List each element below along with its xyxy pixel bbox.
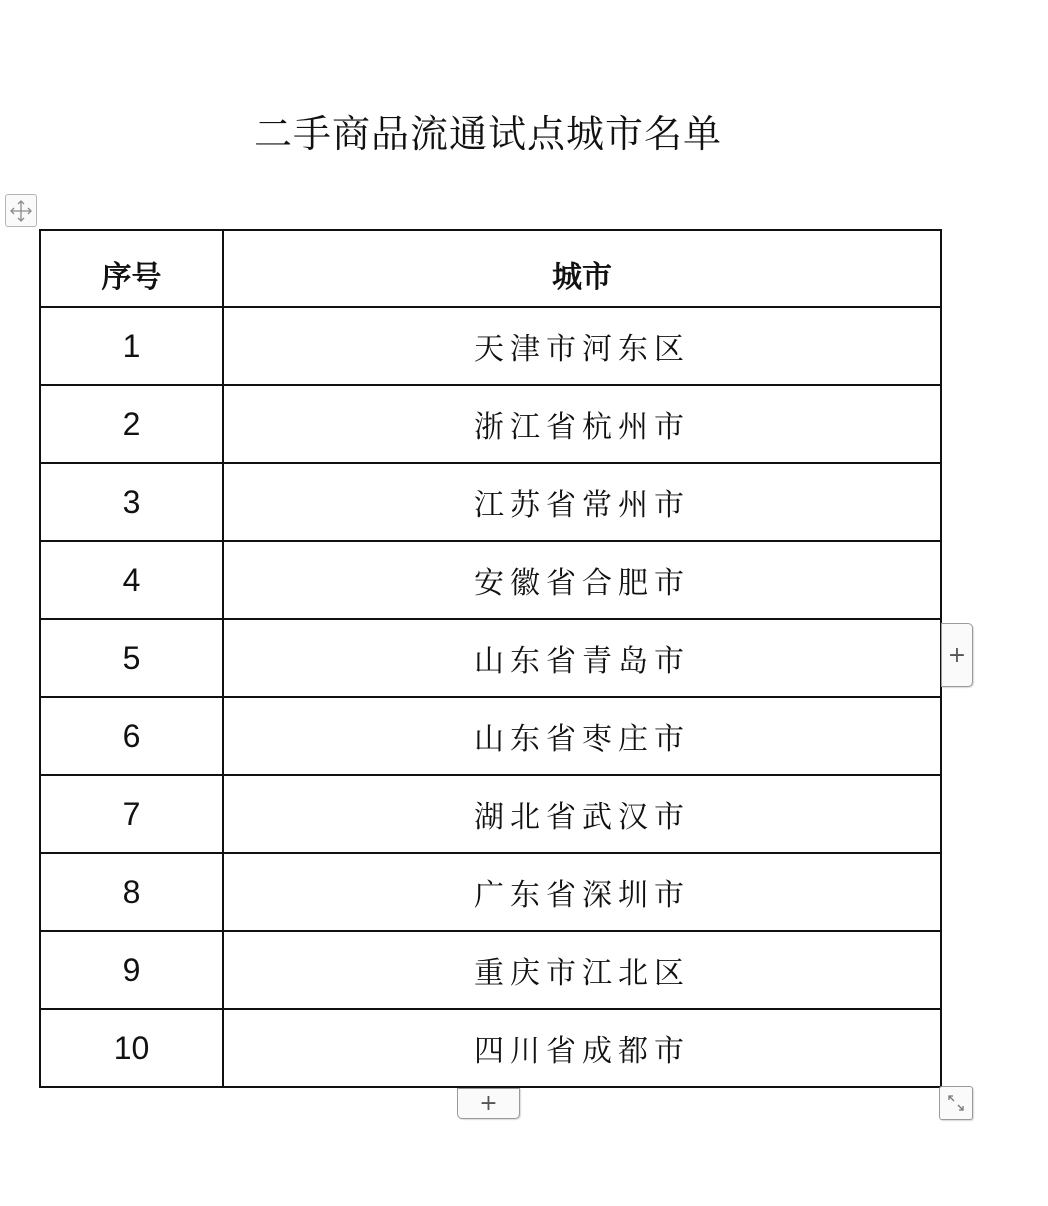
city-name-cell[interactable]: 山东省枣庄市 (223, 697, 941, 775)
table-row (40, 463, 941, 541)
header-number: 序号 (40, 230, 223, 307)
table-row (40, 775, 941, 853)
city-name-cell[interactable]: 广东省深圳市 (223, 853, 941, 931)
city-name-cell[interactable]: 安徽省合肥市 (223, 541, 941, 619)
table-row (40, 619, 941, 697)
table-row (40, 1009, 941, 1087)
header-city: 城市 (223, 230, 941, 307)
row-number-cell[interactable]: 10 (40, 1009, 223, 1087)
table-row (40, 853, 941, 931)
table-resize-handle[interactable] (939, 1086, 973, 1120)
row-number-cell[interactable]: 3 (40, 463, 223, 541)
city-name-cell[interactable]: 湖北省武汉市 (223, 775, 941, 853)
row-number-cell[interactable]: 1 (40, 307, 223, 385)
city-name-cell[interactable]: 浙江省杭州市 (223, 385, 941, 463)
city-table (39, 229, 942, 1088)
row-number-cell[interactable]: 2 (40, 385, 223, 463)
row-number-cell[interactable]: 8 (40, 853, 223, 931)
table-move-handle[interactable] (5, 194, 37, 227)
table-row (40, 931, 941, 1009)
city-name-cell[interactable]: 四川省成都市 (223, 1009, 941, 1087)
table-row (40, 697, 941, 775)
city-name-cell[interactable]: 江苏省常州市 (223, 463, 941, 541)
row-number-cell[interactable]: 7 (40, 775, 223, 853)
move-arrows-icon (8, 198, 34, 224)
city-name-cell[interactable]: 重庆市江北区 (223, 931, 941, 1009)
city-name-cell[interactable]: 山东省青岛市 (223, 619, 941, 697)
table-row (40, 385, 941, 463)
add-column-button[interactable]: + (941, 623, 973, 687)
table-row (40, 307, 941, 385)
add-row-button[interactable]: + (457, 1088, 520, 1119)
document-title: 二手商品流通试点城市名单 (253, 112, 722, 156)
resize-diagonal-icon (944, 1091, 968, 1115)
table-row (40, 541, 941, 619)
row-number-cell[interactable]: 5 (40, 619, 223, 697)
row-number-cell[interactable]: 9 (40, 931, 223, 1009)
city-name-cell[interactable]: 天津市河东区 (223, 307, 941, 385)
row-number-cell[interactable]: 4 (40, 541, 223, 619)
row-number-cell[interactable]: 6 (40, 697, 223, 775)
table-header-row (40, 230, 941, 307)
